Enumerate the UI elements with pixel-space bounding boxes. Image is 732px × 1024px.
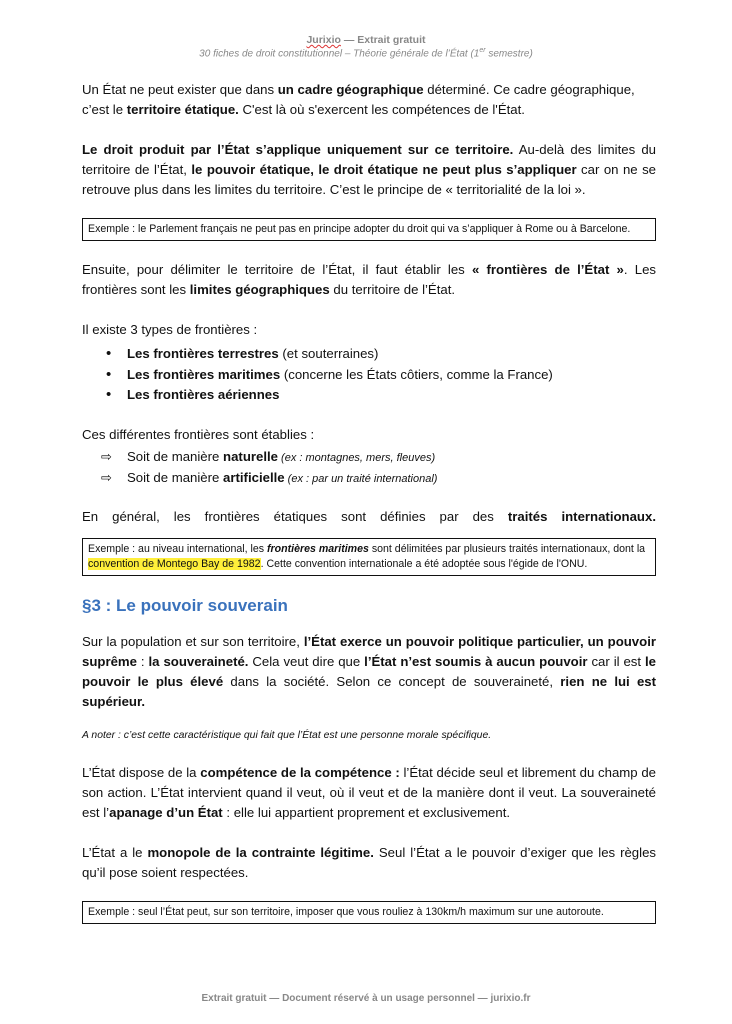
text: (concerne les États côtiers, comme la France) [280, 366, 553, 382]
example-text: (ex : montagnes, mers, fleuves) [278, 451, 436, 464]
paragraph-territory [82, 80, 656, 120]
example-box-montego-bay [82, 538, 656, 576]
bold-text: territoire étatique. [126, 102, 239, 117]
bold-text: artificielle [223, 469, 285, 485]
bold-text: limites géographiques [189, 282, 330, 297]
text: Ensuite, pour délimiter le territoire de l’État, il faut établir les [82, 262, 472, 277]
text: En général, les frontières étatiques sont définies par des [82, 508, 508, 524]
text: : elle lui appartient proprement et exclusivement. [222, 804, 511, 820]
text: car il est [587, 653, 645, 669]
bold-text: « frontières de l’État » [471, 262, 624, 277]
example-text: (ex : par un traité international) [284, 472, 438, 485]
paragraph-border-types-intro: Il existe 3 types de frontières : [82, 322, 258, 337]
text: C'est là où s'exercent les compétences de l'État. [238, 102, 525, 117]
bold-text: l’État exerce un pouvoir politique particulier, un pouvoir suprême [82, 633, 656, 669]
paragraph-borders [82, 260, 656, 300]
bold-text: le pouvoir le plus élevé [82, 653, 656, 689]
bold-text: naturelle [223, 448, 278, 464]
list-item [127, 468, 656, 489]
text: du territoire de l’État. [329, 282, 456, 297]
list-item [127, 365, 656, 386]
paragraph-territoriality [82, 140, 656, 200]
bold-text: Les frontières terrestres [127, 346, 279, 361]
text: : [136, 653, 149, 669]
header-tag: — Extrait gratuit [340, 34, 426, 46]
header-title [0, 34, 732, 46]
paragraph-competence [82, 763, 656, 823]
bold-text: l’État n’est soumis à aucun pouvoir [364, 653, 588, 669]
text: Sur la population et sur son territoire, [82, 633, 304, 649]
text: sont délimitées par plusieurs traités internationaux, dont la [368, 542, 646, 555]
header-subtitle-text: 30 fiches de droit constitutionnel – Théorie générale de l’État (1 [199, 48, 480, 60]
bold-text: compétence de la compétence : [200, 764, 400, 780]
bold-text: apanage d’un État [109, 804, 223, 820]
example-box-parliament: Exemple : le Parlement français ne peut pas en principe adopter du droit qui va s’appliquer à Rome ou à Barcelone. [82, 218, 656, 241]
bold-text: traités internationaux. [507, 508, 656, 524]
bold-text: monopole de la contrainte légitime. [147, 844, 374, 860]
text: Au-delà des limites du territoire de l’État, [82, 142, 656, 177]
text: L’État dispose de la [82, 764, 201, 780]
bold-italic-text: frontières maritimes [267, 542, 369, 555]
text: L’État a le [82, 844, 148, 860]
example-box-speed-limit: Exemple : seul l’État peut, sur son territoire, imposer que vous rouliez à 130km/h maximum sur une autoroute. [82, 901, 656, 924]
bold-text: rien ne lui est supérieur. [82, 673, 657, 709]
paragraph-treaties [82, 507, 656, 527]
note-text: A noter : c’est cette caractéristique qui fait que l’État est une personne morale spécifique. [82, 729, 492, 741]
bold-text: la souveraineté. [148, 653, 249, 669]
section-heading: §3 : Le pouvoir souverain [82, 595, 288, 615]
text: car on ne se retrouve plus dans les limites du territoire. C’est le principe de « territorialité de la loi ». [82, 162, 656, 197]
paragraph-monopoly [82, 843, 656, 883]
list-item [127, 385, 656, 406]
text: . Cette convention internationale a été adoptée sous l'égide de l'ONU. [260, 557, 588, 570]
bold-text: Les frontières aériennes [127, 387, 280, 402]
text: l’État décide seul et librement du champ de son action. L’État intervient quand il veut, où il veut et de la manière dont il veut. La souveraineté est l’ [82, 764, 656, 820]
border-types-list [82, 344, 656, 406]
page-footer: Extrait gratuit — Document réservé à un usage personnel — jurixio.fr [201, 993, 531, 1004]
list-item [127, 344, 656, 365]
text: Cela veut dire que [248, 653, 365, 669]
paragraph-sovereignty [82, 632, 656, 712]
header-subtitle-end: semestre) [485, 48, 533, 60]
header-subtitle-sup: er [479, 47, 486, 54]
text: (et souterraines) [278, 346, 379, 361]
header-subtitle [0, 47, 732, 59]
text: . Les frontières sont les [82, 262, 657, 297]
text: déterminé. Ce cadre géographique, c’est le [82, 82, 635, 117]
list-item [127, 447, 656, 468]
highlighted-text: convention de Montego Bay de 1982 [88, 557, 261, 570]
text: Un État ne peut exister que dans [82, 82, 278, 97]
bold-text: le pouvoir étatique, le droit étatique ne peut plus s’appliquer [191, 162, 577, 177]
bold-text: Les frontières maritimes [127, 366, 281, 382]
paragraph-establishment-intro: Ces différentes frontières sont établies : [82, 426, 315, 442]
establishment-list [82, 447, 656, 489]
text: dans la société. Selon ce concept de souveraineté, [223, 673, 561, 689]
text: Soit de manière [127, 448, 224, 464]
bold-text: un cadre géographique [277, 82, 424, 97]
page-content [82, 80, 656, 924]
text: Seul l’État a le pouvoir d’exiger que les règles qu’il pose soient respectées. [82, 844, 656, 880]
bold-text: Le droit produit par l’État s’applique uniquement sur ce territoire. [82, 142, 514, 157]
brand-name: Jurixio [306, 34, 341, 46]
text: Soit de manière [127, 469, 224, 485]
text: Exemple : au niveau international, les [88, 542, 268, 555]
page-header [0, 34, 732, 59]
